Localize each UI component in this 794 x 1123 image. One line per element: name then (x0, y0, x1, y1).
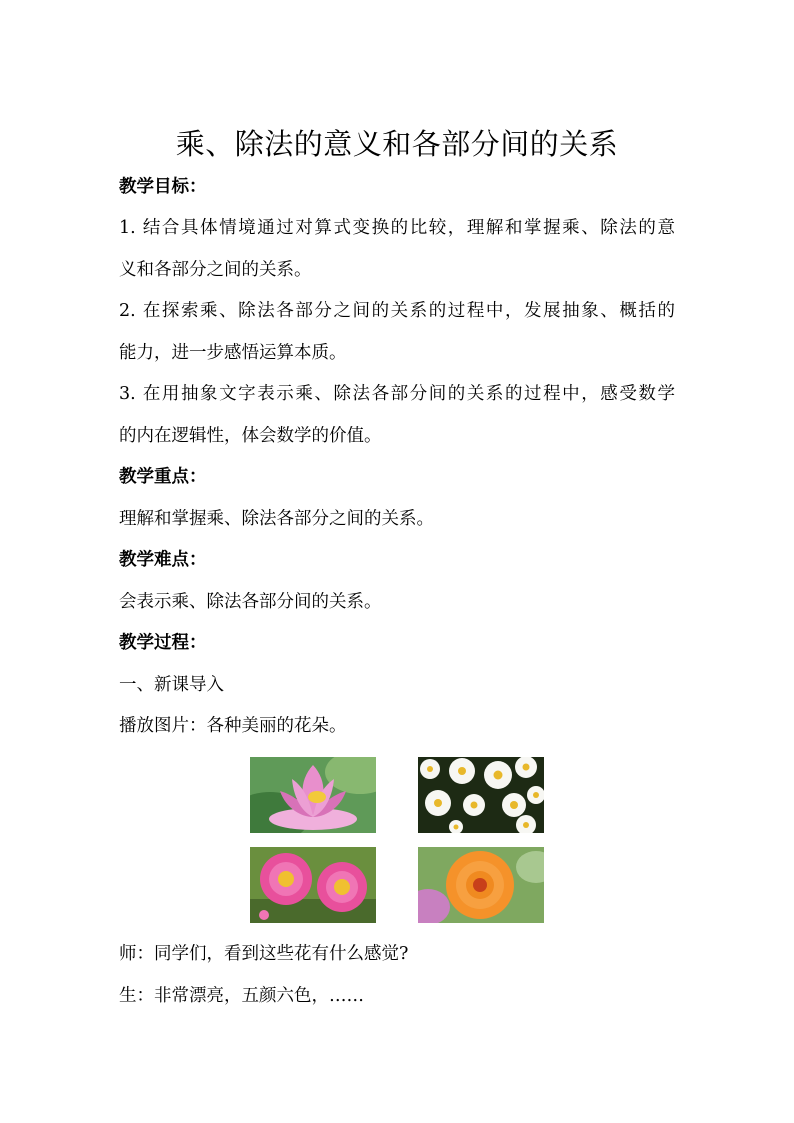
goal-2-line-1: 2. 在探索乘、除法各部分之间的关系的过程中，发展抽象、概括的 (119, 301, 675, 321)
goals-heading: 教学目标： (119, 177, 207, 197)
pink-lotus-image (250, 757, 376, 833)
pink-asters-image (250, 847, 376, 923)
show-pictures-text: 播放图片：各种美丽的花朵。 (119, 716, 347, 736)
goal-3-line-2: 的内在逻辑性，体会数学的价值。 (119, 426, 382, 446)
section-new-lesson: 一、新课导入 (119, 675, 224, 695)
goal-2-line-2: 能力，进一步感悟运算本质。 (119, 343, 347, 363)
difficulty-text: 会表示乘、除法各部分间的关系。 (119, 592, 382, 612)
difficulty-heading: 教学难点： (119, 550, 207, 570)
focus-heading: 教学重点： (119, 467, 207, 487)
orange-zinnia-image (418, 847, 544, 923)
document-title: 乘、除法的意义和各部分间的关系 (175, 127, 619, 161)
teacher-question: 师：同学们，看到这些花有什么感觉? (119, 944, 409, 964)
focus-text: 理解和掌握乘、除法各部分之间的关系。 (119, 509, 434, 529)
goal-1-line-2: 义和各部分之间的关系。 (119, 260, 312, 280)
student-answer: 生：非常漂亮，五颜六色，…… (119, 986, 364, 1006)
white-daisies-image (418, 757, 544, 833)
goal-3-line-1: 3. 在用抽象文字表示乘、除法各部分间的关系的过程中，感受数学 (119, 384, 675, 404)
goal-1-line-1: 1. 结合具体情境通过对算式变换的比较，理解和掌握乘、除法的意 (119, 218, 675, 238)
process-heading: 教学过程： (119, 633, 207, 653)
